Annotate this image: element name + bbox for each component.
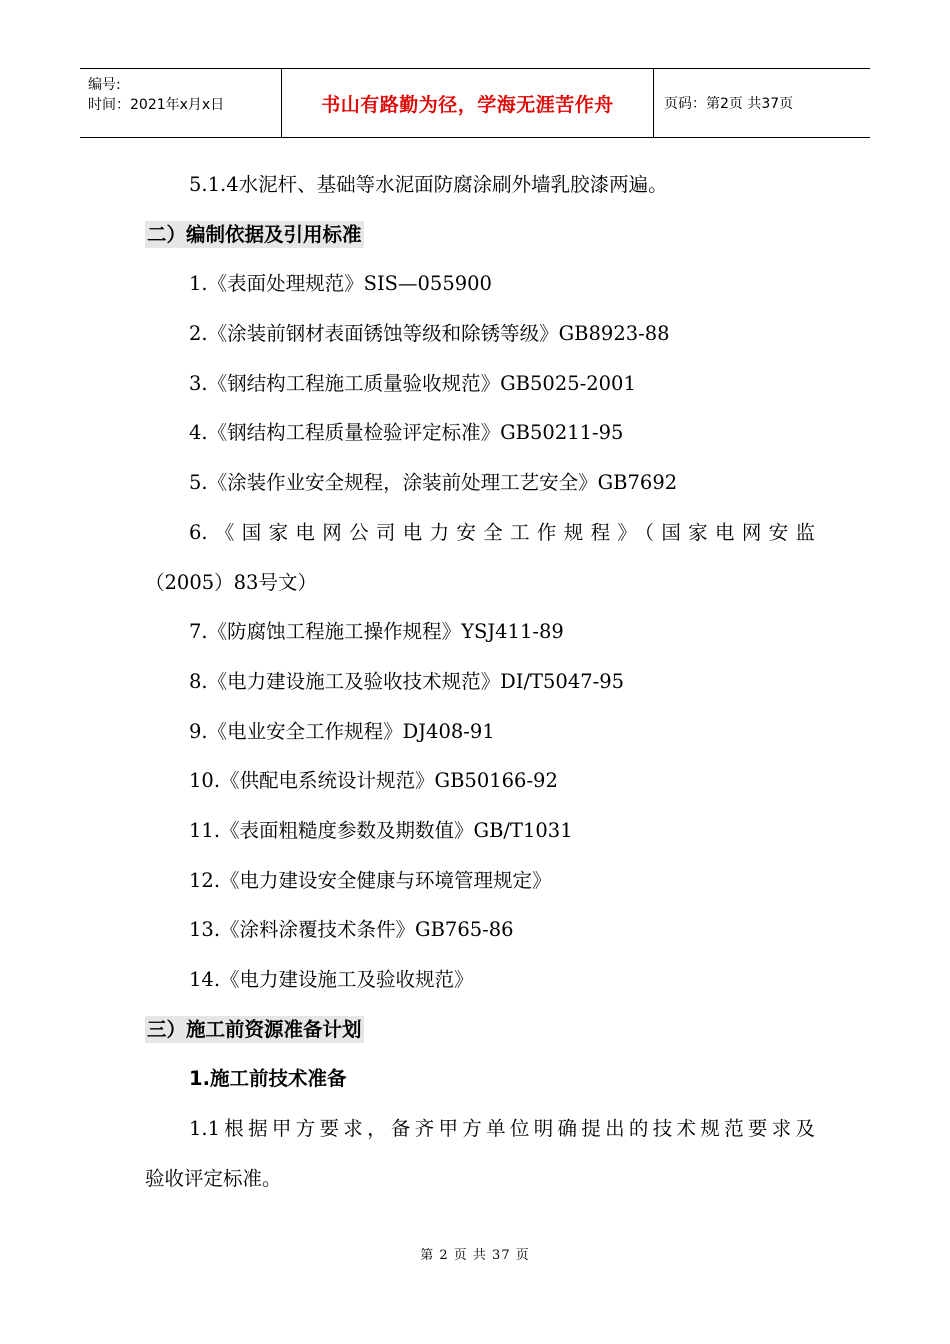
reference-item-6-line2: （2005）83号文） (145, 570, 317, 594)
header-meta-cell (80, 69, 282, 137)
reference-item: 10.《供配电系统设计规范》GB50166-92 (189, 769, 558, 793)
reference-item: 13.《涂料涂覆技术条件》GB765-86 (189, 918, 514, 942)
reference-item-6-line1: 6.《国家电网公司电力安全工作规程》（国家电网安监 (189, 520, 815, 544)
reference-item: 3.《钢结构工程施工质量验收规范》GB5025-2001 (189, 371, 636, 395)
paragraph-1-1-line1: 1.1根据甲方要求，备齐甲方单位明确提出的技术规范要求及 (189, 1117, 815, 1141)
header-motto: 书山有路勤为径，学海无涯苦作舟 (321, 93, 614, 116)
page-header (80, 68, 870, 138)
reference-item: 5.《涂装作业安全规程，涂装前处理工艺安全》GB7692 (189, 471, 678, 495)
reference-item: 2.《涂装前钢材表面锈蚀等级和除锈等级》GB8923-88 (189, 322, 670, 346)
reference-item: 14.《电力建设施工及验收规范》 (189, 968, 474, 991)
reference-item: 1.《表面处理规范》SIS—055900 (189, 272, 492, 296)
section-heading-3 (145, 1005, 815, 1055)
header-motto-cell (282, 69, 654, 137)
header-page-cell (654, 69, 870, 137)
header-page-info: 页码：第2页 共37页 (664, 96, 794, 112)
reference-item: 8.《电力建设施工及验收技术规范》DI/T5047-95 (189, 669, 625, 693)
document-time-label: 时间：2021年x月x日 (88, 97, 225, 113)
document-number-label: 编号: (88, 77, 121, 93)
sub-heading-1: 1.施工前技术准备 (189, 1067, 347, 1091)
reference-item: 7.《防腐蚀工程施工操作规程》YSJ411-89 (189, 620, 564, 644)
document-body (145, 160, 815, 1203)
paragraph-1-1-line2: 验收评定标准。 (145, 1166, 282, 1190)
reference-item: 11.《表面粗糙度参数及期数值》GB/T1031 (189, 818, 573, 842)
reference-item: 9.《电业安全工作规程》DJ408-91 (189, 719, 495, 743)
section-heading-3-text: 三）施工前资源准备计划 (147, 1017, 362, 1041)
page-footer: 第 2 页 共 37 页 (420, 1248, 530, 1263)
section-heading-2-text: 二）编制依据及引用标准 (147, 222, 362, 246)
section-heading-2 (145, 210, 815, 260)
reference-item: 12.《电力建设安全健康与环境管理规定》 (189, 868, 552, 892)
paragraph-5-1-4: 5.1.4水泥杆、基础等水泥面防腐涂刷外墙乳胶漆两遍。 (189, 173, 668, 196)
reference-item: 4.《钢结构工程质量检验评定标准》GB50211-95 (189, 421, 624, 445)
